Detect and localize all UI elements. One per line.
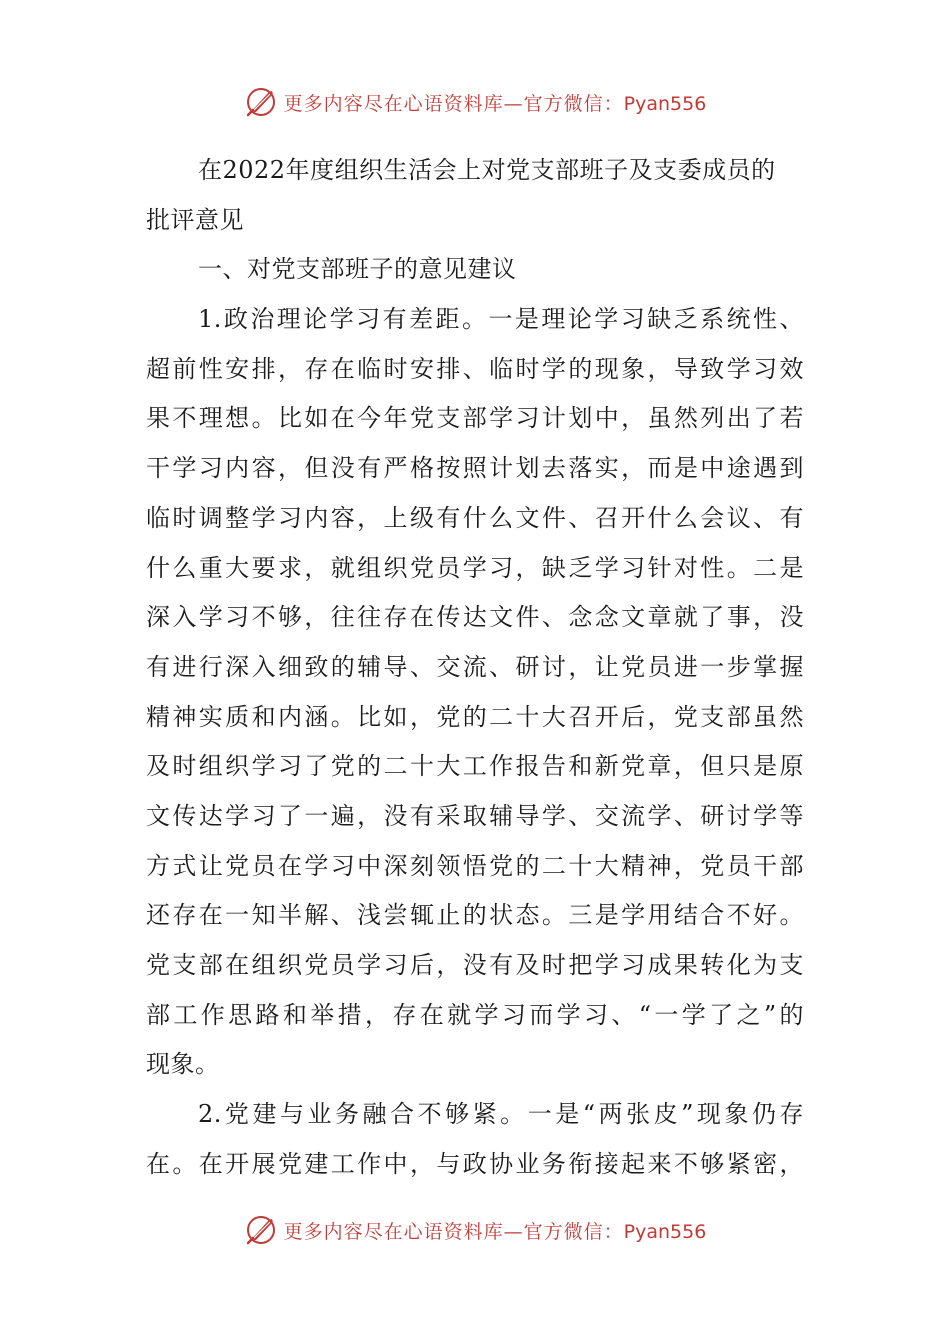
quill-pen-logo-icon	[244, 1213, 278, 1247]
paragraph-line: 部工作思路和举措，存在就学习而学习、“一学了之”的	[146, 1000, 804, 1029]
paragraph-line: 2.党建与业务融合不够紧。一是“两张皮”现象仍存	[198, 1100, 804, 1129]
document-title-line-2: 批评意见	[146, 205, 244, 234]
paragraph-line: 党支部在组织党员学习后，没有及时把学习成果转化为支	[146, 951, 804, 979]
paragraph-line: 有进行深入细致的辅导、交流、研讨，让党员进一步掌握	[146, 652, 804, 681]
document-title-line-1: 在2022年度组织生活会上对党支部班子及支委成员的	[198, 156, 776, 184]
document-body	[146, 146, 804, 1189]
watermark-text: 更多内容尽在心语资料库—官方微信：Pyan556	[283, 92, 707, 115]
paragraph-line: 1.政治理论学习有差距。一是理论学习缺乏系统性、	[198, 305, 804, 334]
paragraph-line: 什么重大要求，就组织党员学习，缺乏学习针对性。二是	[146, 553, 804, 582]
paragraph-line: 及时组织学习了党的二十大工作报告和新党章，但只是原	[146, 752, 804, 781]
paragraph-line: 在。在开展党建工作中，与政协业务衔接起来不够紧密，	[146, 1149, 804, 1178]
paragraph-line: 深入学习不够，往往存在传达文件、念念文章就了事，没	[146, 603, 804, 632]
header-watermark	[0, 82, 950, 122]
section-heading: 一、对党支部班子的意见建议	[198, 255, 517, 284]
paragraph-line: 果不理想。比如在今年党支部学习计划中，虽然列出了若	[146, 404, 804, 433]
paragraph-line: 精神实质和内涵。比如，党的二十大召开后，党支部虽然	[146, 702, 804, 731]
paragraph-line: 还存在一知半解、浅尝辄止的状态。三是学用结合不好。	[146, 901, 804, 930]
paragraph-line: 方式让党员在学习中深刻领悟党的二十大精神，党员干部	[146, 851, 804, 880]
footer-watermark	[0, 1210, 950, 1250]
paragraph-line: 文传达学习了一遍，没有采取辅导学、交流学、研讨学等	[146, 801, 804, 830]
paragraph-line: 临时调整学习内容，上级有什么文件、召开什么会议、有	[146, 503, 804, 532]
watermark-text: 更多内容尽在心语资料库—官方微信：Pyan556	[283, 1220, 707, 1243]
paragraph-line: 现象。	[146, 1050, 220, 1079]
quill-pen-logo-icon	[244, 85, 278, 119]
paragraph-line: 干学习内容，但没有严格按照计划去落实，而是中途遇到	[146, 454, 804, 483]
paragraph-line: 超前性安排，存在临时安排、临时学的现象，导致学习效	[146, 354, 804, 383]
